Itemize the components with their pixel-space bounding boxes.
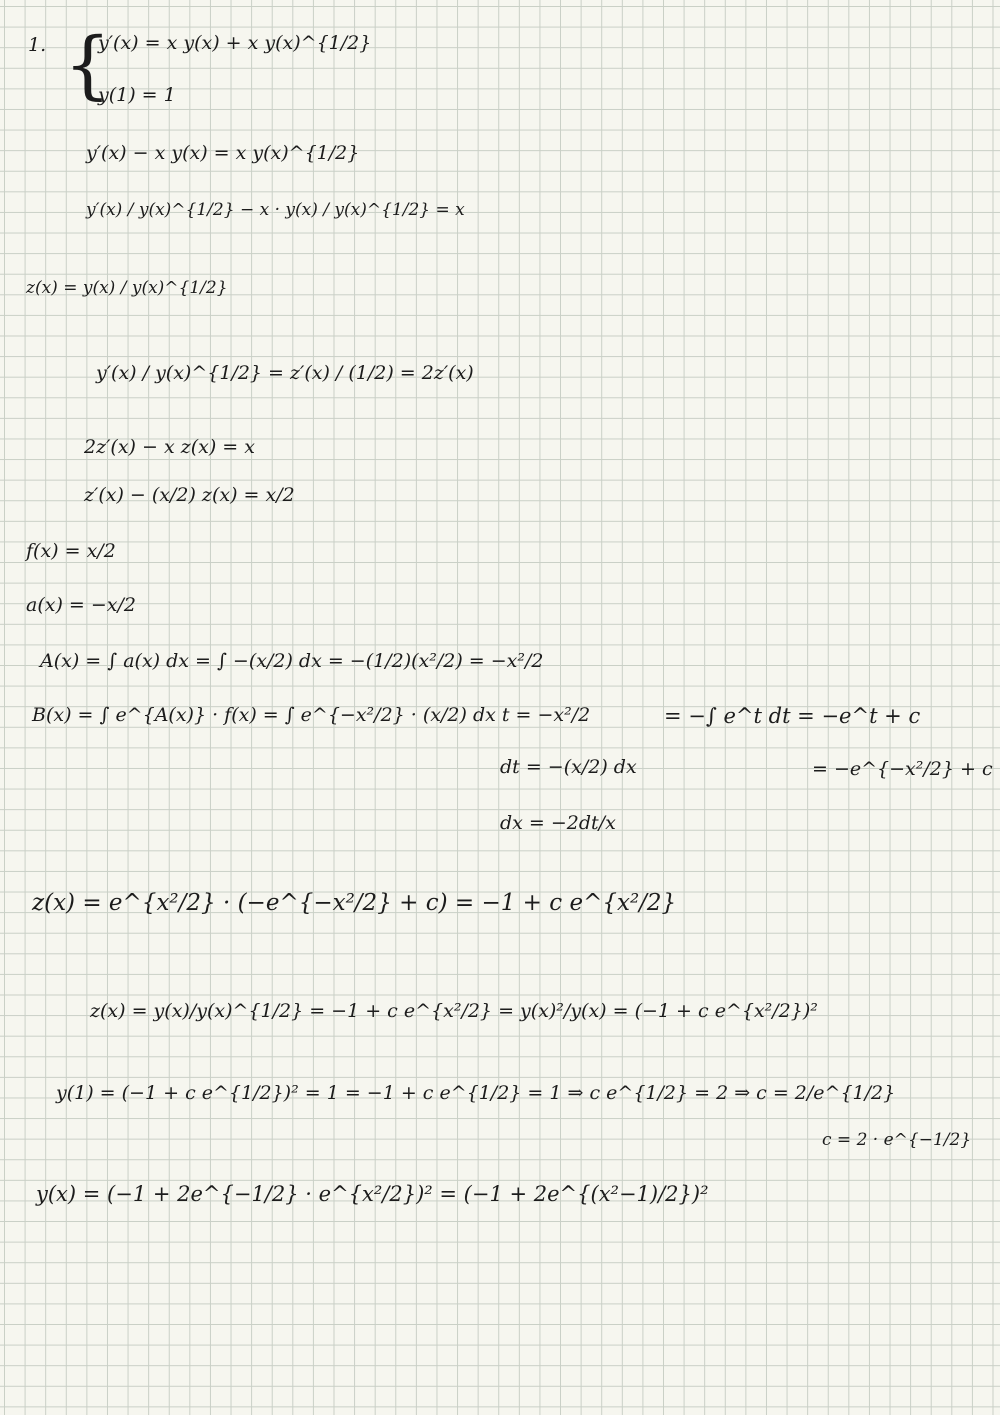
step-5: 2z′(x) − x z(x) = x xyxy=(84,436,255,458)
initial-condition: y(1) = 1 xyxy=(98,84,176,106)
step-9-A-integral: A(x) = ∫ a(x) dx = ∫ −(x/2) dx = −(1/2)(x²/2) = −x²/2 xyxy=(40,650,544,672)
step-16-y-expression: z(x) = y(x)/y(x)^{1/2} = −1 + c e^{x²/2} = y(x)²/y(x) = (−1 + c e^{x²/2})² xyxy=(90,1000,818,1022)
step-13-B-result-x: = −e^{−x²/2} + c xyxy=(812,758,993,780)
step-18-c-value: c = 2 · e^{−1/2} xyxy=(822,1130,972,1150)
step-11-B-result: = −∫ e^t dt = −e^t + c xyxy=(664,704,921,728)
step-7-f-definition: f(x) = x/2 xyxy=(26,540,116,562)
ode-equation: y′(x) = x y(x) + x y(x)^{1/2} xyxy=(98,32,372,54)
step-3-substitution: z(x) = y(x) / y(x)^{1/2} xyxy=(26,278,228,298)
step-17-initial-condition: y(1) = (−1 + c e^{1/2})² = 1 = −1 + c e^{1/2} = 1 ⇒ c e^{1/2} = 2 ⇒ c = 2/e^{1/2} xyxy=(56,1082,896,1104)
step-19-final-solution: y(x) = (−1 + 2e^{−1/2} · e^{x²/2})² = (−1 + 2e^{(x²−1)/2})² xyxy=(36,1182,709,1206)
step-15-z-solution: z(x) = e^{x²/2} · (−e^{−x²/2} + c) = −1 + c e^{x²/2} xyxy=(32,890,677,916)
problem-number: 1. xyxy=(28,34,47,56)
step-4: y′(x) / y(x)^{1/2} = z′(x) / (1/2) = 2z′(x) xyxy=(96,362,474,384)
step-2: y′(x) / y(x)^{1/2} − x · y(x) / y(x)^{1/2} = x xyxy=(86,200,465,220)
step-10-B-integral: B(x) = ∫ e^{A(x)} · f(x) = ∫ e^{−x²/2} · (x/2) dx t = −x²/2 xyxy=(32,704,591,726)
system-brace: { xyxy=(64,22,112,108)
step-1: y′(x) − x y(x) = x y(x)^{1/2} xyxy=(86,142,360,164)
step-12-dt: dt = −(x/2) dx xyxy=(500,756,637,778)
step-6-linear-ode: z′(x) − (x/2) z(x) = x/2 xyxy=(84,484,295,506)
step-14-dx: dx = −2dt/x xyxy=(500,812,616,834)
step-8-a-definition: a(x) = −x/2 xyxy=(26,594,136,616)
